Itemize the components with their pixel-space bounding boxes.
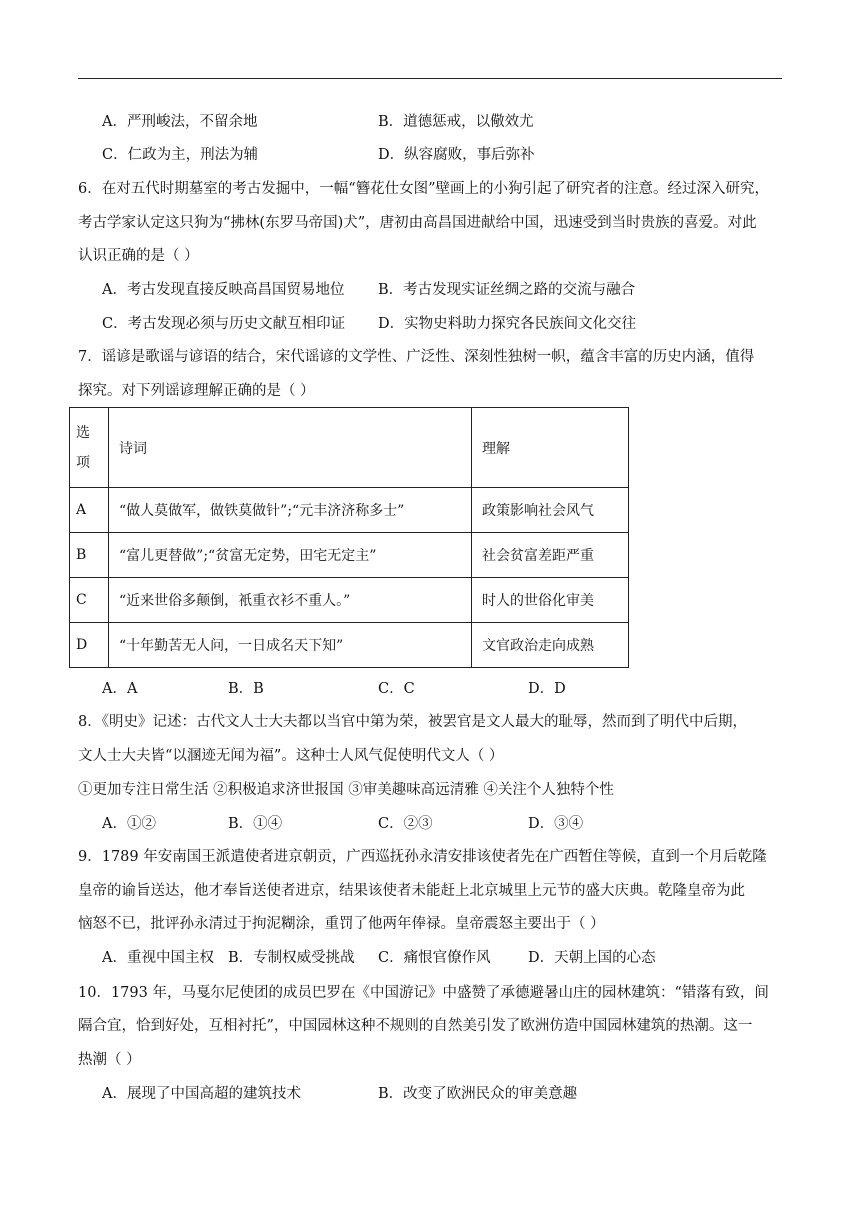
q9-stem-line3: 恼怒不已，批评孙永清过于拘泥糊涂，重罚了他两年俸禄。皇帝震怒主要出于（ ）: [78, 916, 605, 932]
q6-stem-line3: 认识正确的是（ ）: [78, 248, 199, 264]
row-option: B: [70, 533, 109, 578]
row-meaning: 时人的世俗化审美: [472, 578, 629, 623]
row-option: A: [70, 488, 109, 533]
q8-stem-line1: 8．《明史》记述：古代文人士大夫都以当官中第为荣，被罢官是文人最大的耻辱，然而到了明代中后期，: [78, 714, 747, 730]
q9-stem-line1: 9．1789 年安南国王派遣使者进京朝贡，广西巡抚孙永清安排该使者先在广西暂住等候，直到一个月后乾隆: [78, 849, 767, 865]
header-meaning-cell: 理解: [472, 408, 629, 488]
row-meaning: 政策影响社会风气: [472, 488, 629, 533]
q6-option-d[interactable]: D．实物史料助力探究各民族间文化交往: [378, 316, 637, 332]
q9-option-b[interactable]: B．专制权威受挑战: [228, 950, 355, 966]
table-row: [70, 488, 629, 533]
q10-stem-line1: 10．1793 年，马戛尔尼使团的成员巴罗在《中国游记》中盛赞了承德避暑山庄的园林建筑：“错落有致，间: [78, 985, 769, 1001]
row-poem: “做人莫做军，做铁莫做针”;“元丰济济称多士”: [109, 488, 472, 533]
q6-stem-line1: 6．在对五代时期墓室的考古发掘中，一幅“簪花仕女图”壁画上的小狗引起了研究者的注意。经过深入研究，: [78, 181, 770, 197]
header-option-top: 选: [76, 424, 90, 441]
q6-stem-line2: 考古学家认定这只狗为“拂林(东罗马帝国)犬”，唐初由高昌国进献给中国，迅速受到当时贵族的喜爱。对此: [78, 215, 757, 231]
q5-option-a[interactable]: A．严刑峻法，不留余地: [102, 114, 258, 130]
header-option-bottom: 项: [76, 454, 90, 471]
q9-option-a[interactable]: A．重视中国主权: [102, 950, 214, 966]
q8-items: ①更加专注日常生活 ②积极追求济世报国 ③审美趣味高远清雅 ④关注个人独特个性: [78, 782, 614, 798]
row-poem: “十年勤苦无人问，一日成名天下知”: [109, 623, 472, 668]
q6-option-a[interactable]: A．考古发现直接反映高昌国贸易地位: [102, 282, 345, 298]
table-row: [70, 623, 629, 668]
q5-option-d[interactable]: D．纵容腐败，事后弥补: [378, 147, 535, 163]
row-meaning: 社会贫富差距严重: [472, 533, 629, 578]
header-rule: [78, 78, 782, 79]
row-option: D: [70, 623, 109, 668]
q7-option-b[interactable]: B．B: [228, 681, 264, 697]
q9-option-d[interactable]: D．天朝上国的心态: [528, 950, 656, 966]
q9-stem-line2: 皇帝的谕旨送达，他才奉旨送使者进京，结果该使者未能赶上北京城里上元节的盛大庆典。乾隆皇帝为此: [78, 883, 745, 899]
q6-option-c[interactable]: C．考古发现必须与历史文献互相印证: [102, 316, 346, 332]
header-poem-cell: 诗词: [109, 408, 472, 488]
q8-option-c[interactable]: C．②③: [378, 816, 433, 832]
q10-option-a[interactable]: A．展现了中国高超的建筑技术: [102, 1086, 301, 1102]
header-option-cell: [70, 408, 109, 488]
table-header-row: [70, 408, 629, 488]
q8-stem-line2: 文人士大夫皆“以溷迹无闻为福”。这种士人风气促使明代文人（ ）: [78, 748, 504, 764]
q10-option-b[interactable]: B．改变了欧洲民众的审美意趣: [378, 1086, 578, 1102]
row-meaning: 文官政治走向成熟: [472, 623, 629, 668]
q5-option-b[interactable]: B．道德惩戒，以儆效尤: [378, 114, 534, 130]
q10-stem-line3: 热潮（ ）: [78, 1052, 141, 1068]
q8-option-d[interactable]: D．③④: [528, 816, 584, 832]
q7-option-c[interactable]: C．C: [378, 681, 415, 697]
table-row: [70, 533, 629, 578]
q8-option-a[interactable]: A．①②: [102, 816, 156, 832]
row-poem: “近来世俗多颠倒，衹重衣衫不重人。”: [109, 578, 472, 623]
q9-option-c[interactable]: C．痛恨官僚作风: [378, 950, 491, 966]
row-poem: “富儿更替做”;“贫富无定势，田宅无定主”: [109, 533, 472, 578]
q6-option-b[interactable]: B．考古发现实证丝绸之路的交流与融合: [378, 282, 636, 298]
q7-stem-line2: 探究。对下列谣谚理解正确的是（ ）: [78, 383, 315, 399]
q8-option-b[interactable]: B．①④: [228, 816, 283, 832]
q7-table: [69, 407, 629, 668]
q7-option-a[interactable]: A．A: [102, 681, 138, 697]
table-row: [70, 578, 629, 623]
q5-option-c[interactable]: C．仁政为主，刑法为辅: [102, 147, 259, 163]
row-option: C: [70, 578, 109, 623]
q7-option-d[interactable]: D．D: [528, 681, 566, 697]
q10-stem-line2: 隔合宜，恰到好处，互相衬托”，中国园林这种不规则的自然美引发了欧洲仿造中国园林建筑的热潮。这一: [78, 1018, 753, 1034]
q7-stem-line1: 7．谣谚是歌谣与谚语的结合，宋代谣谚的文学性、广泛性、深刻性独树一帜，蕴含丰富的历史内涵，值得: [78, 349, 755, 365]
